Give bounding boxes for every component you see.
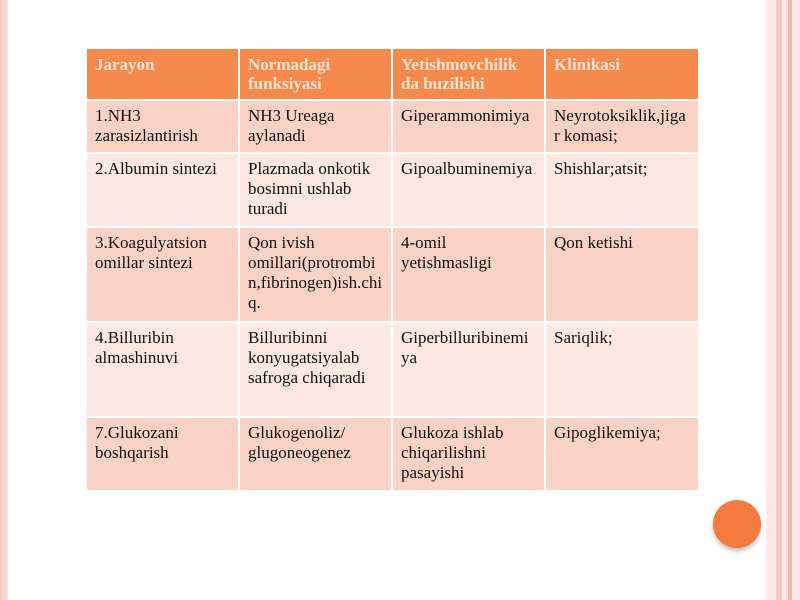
table-cell: Gipoalbuminemiya (393, 154, 546, 228)
header-clinical: Klinikasi (546, 49, 700, 101)
table-row (87, 101, 700, 154)
table-cell: Qon ivish omillari(protrombin,fibrinogen)ish.chiq. (240, 228, 393, 323)
slide-right-border (766, 0, 800, 600)
table-cell: Gipoglikemiya; (546, 418, 700, 492)
table-cell: 1.NH3 zarasizlantirish (87, 101, 240, 154)
table-cell: 7.Glukozani boshqarish (87, 418, 240, 492)
table-row (87, 154, 700, 228)
table-row (87, 228, 700, 323)
table-cell: 4-omil yetishmasligi (393, 228, 546, 323)
decorative-circle (713, 500, 761, 548)
table-cell: 3.Koagulyatsion omillar sintezi (87, 228, 240, 323)
table-cell: Glukogenoliz/ glugoneogenez (240, 418, 393, 492)
header-normal-function: Normadagi funksiyasi (240, 49, 393, 101)
table-cell: Qon ketishi (546, 228, 700, 323)
table-row (87, 418, 700, 492)
table-cell: Giperammonimiya (393, 101, 546, 154)
table-cell: Plazmada onkotik bosimni ushlab turadi (240, 154, 393, 228)
table-header-row (87, 49, 700, 101)
slide-left-border (0, 0, 8, 600)
table-cell: Giperbilluribinemiya (393, 323, 546, 418)
header-process: Jarayon (87, 49, 240, 101)
table-cell: Glukoza ishlab chiqarilishni pasayishi (393, 418, 546, 492)
table-cell: 4.Billuribin almashinuvi (87, 323, 240, 418)
liver-function-table (87, 49, 700, 492)
table-cell: Neyrotoksiklik,jigar komasi; (546, 101, 700, 154)
table-cell: NH3 Ureaga aylanadi (240, 101, 393, 154)
table-cell: Sariqlik; (546, 323, 700, 418)
table-cell: 2.Albumin sintezi (87, 154, 240, 228)
table-row (87, 323, 700, 418)
table-cell: Billuribinni konyugatsiyalab safroga chiqaradi (240, 323, 393, 418)
table-cell: Shishlar;atsit; (546, 154, 700, 228)
header-deficiency: Yetishmovchilik da buzilishi (393, 49, 546, 101)
